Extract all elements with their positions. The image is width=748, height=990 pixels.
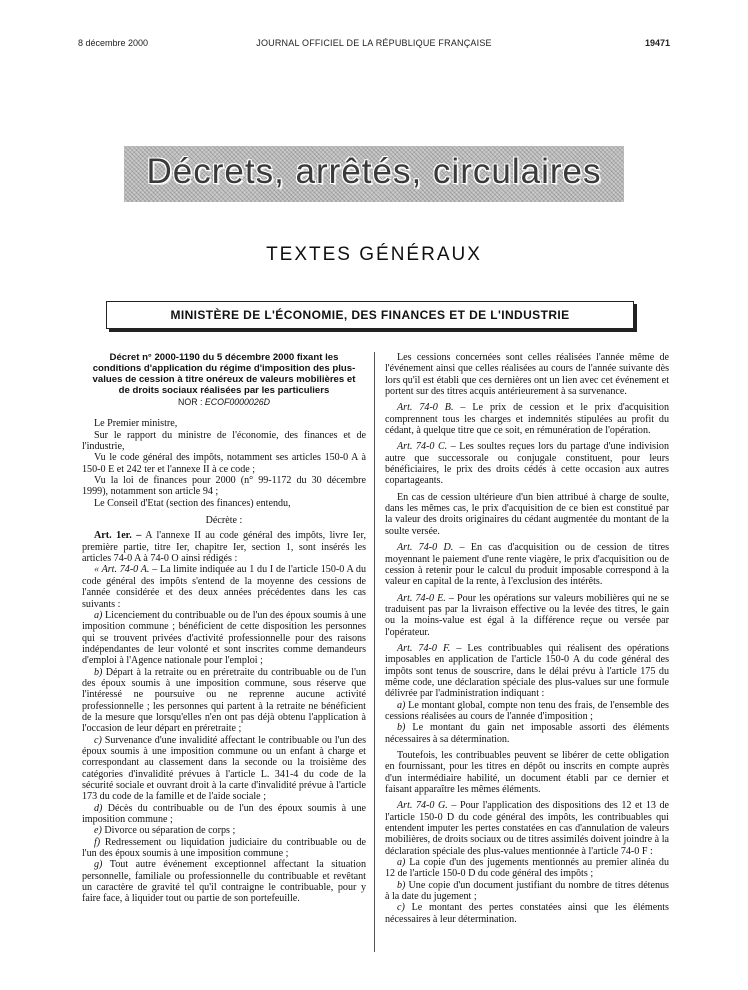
- list-item: [385, 857, 669, 880]
- article-74-0-g: [385, 800, 669, 857]
- decree-formula: Décrète :: [205, 515, 243, 527]
- list-item-label: e): [94, 825, 102, 837]
- article-text: Les soultes reçues lors du partage d'une indivision autre que successorale ou conjugale constituent, pour leurs bénéficiaires, le prix des droits cédés à cette occasion aux autres copartageants.: [385, 441, 669, 487]
- list-item-label: d): [94, 802, 103, 814]
- list-item-label: f): [94, 836, 101, 848]
- paragraph: En cas de cession ultérieure d'un bien attribué à charge de soulte, dans les mêmes cas, le prix d'acquisition de ce bien est constitué par la valeur des droits originaires du cédant augmentée du montant de la soulte versée.: [385, 491, 669, 537]
- article-text: En cas d'acquisition ou de cession de titres moyennant le paiement d'une rente viagère, le prix d'acquisition ou de cession à retenir pour le calcul du produit imposable correspond à la valeur en capital de la rente, à l'exclusion des intérêts.: [385, 542, 669, 588]
- list-item-label: a): [94, 609, 103, 621]
- header-date: 8 décembre 2000: [78, 38, 149, 48]
- right-column: [385, 352, 669, 925]
- section-banner: [124, 146, 624, 202]
- article-text: Pour l'application des dispositions des 12 et 13 de l'article 150-0 D du code général des impôts, les contribuables qui entendent imputer les pertes constatées en cas d'annulation de valeurs mobilières, de droits sociaux ou de titres assimilés doivent joindre à la déclaration spéciale des plus-values mentionnée à l'article 74-0 F :: [385, 800, 669, 857]
- list-item-label: g): [94, 859, 103, 871]
- list-item-text: Redressement ou liquidation judiciaire du contribuable ou de l'un des époux soumis à une imposition commune ;: [82, 836, 366, 860]
- list-item-label: a): [397, 857, 406, 869]
- nor-line: [82, 397, 366, 408]
- article-label: Art. 74-0 B. –: [397, 402, 466, 414]
- article-text: La limite indiquée au 1 du I de l'article 150-0 A du code général des impôts s'entend de la moyenne des cessions de l'année considérée et des deux années précédentes dans les cas suivants :: [82, 564, 366, 610]
- paragraph: Les cessions concernées sont celles réalisées l'année même de l'événement ainsi que celles réalisées au cours de l'année suivante dès lors qu'il est établi que ces dernières ont un lien avec cet événement et portent sur des titres acquis antérieurement à sa survenance.: [385, 352, 669, 398]
- list-item: [385, 722, 669, 745]
- article-74-0-c: [385, 441, 669, 486]
- list-item: [82, 825, 366, 836]
- list-item-text: Une copie d'un document justifiant du nombre de titres détenus à la date du jugement ;: [385, 879, 669, 903]
- article-text: Le prix de cession et le prix d'acquisition comprennent tous les charges et indemnités stipulées au profit du cédant, à quelque titre que ce soit, en rémunération de l'opération.: [385, 402, 669, 437]
- list-item: [82, 859, 366, 904]
- preamble-line: Vu la loi de finances pour 2000 (n° 99-1172 du 30 décembre 1999), notamment son article 94 ;: [82, 475, 366, 498]
- list-item-label: b): [397, 879, 406, 891]
- preamble-line: Vu le code général des impôts, notamment ses articles 150-0 A à 150-0 E et 242 ter et l'annexe II à ce code ;: [82, 452, 366, 475]
- list-item: [82, 837, 366, 860]
- preamble-line: Le Premier ministre,: [94, 418, 178, 430]
- list-item-text: Décès du contribuable ou de l'un des époux soumis à une imposition commune ;: [82, 802, 366, 826]
- article-74-0-e: [385, 593, 669, 638]
- article-1: [82, 530, 366, 564]
- nor-label: NOR :: [178, 397, 203, 407]
- list-item-label: a): [397, 699, 406, 711]
- list-item-text: Le montant du gain net imposable assorti des éléments nécessaires à sa détermination.: [385, 722, 670, 745]
- article-label: « Art. 74-0 A. –: [94, 564, 158, 576]
- page-header: [78, 38, 670, 52]
- list-item-text: Divorce ou séparation de corps ;: [104, 825, 236, 837]
- article-label: Art. 74-0 F. –: [397, 642, 462, 654]
- preamble-line: Le Conseil d'Etat (section des finances) entendu,: [94, 497, 291, 509]
- article-74-0-f: [385, 643, 669, 700]
- article-text: Pour les opérations sur valeurs mobilières qui ne se traduisent pas par la livraison effective ou la levée des titres, le gain ou la moins-value est égal à la différence reçue ou versée par l'opérateur.: [385, 592, 669, 638]
- list-item-text: Le montant global, compte non tenu des frais, de l'ensemble des cessions réalisées au cours de l'année d'imposition ;: [385, 699, 669, 722]
- list-item: [385, 700, 669, 723]
- article-74-0-d: [385, 542, 669, 587]
- article-label: Art. 74-0 G. –: [397, 800, 457, 812]
- column-divider: [374, 352, 375, 952]
- preamble-line: Sur le rapport du ministre de l'économie, des finances et de l'industrie,: [82, 429, 366, 453]
- list-item-label: c): [397, 902, 405, 914]
- nor-code: ECOF0000026D: [204, 397, 270, 407]
- list-item: [82, 803, 366, 826]
- list-item-label: c): [94, 734, 102, 746]
- list-item: [82, 610, 366, 667]
- list-item-text: La copie d'un des jugements mentionnés au premier alinéa du 12 de l'article 150-0 D du code général des impôts ;: [385, 857, 669, 880]
- article-text: A l'annexe II au code général des impôts, livre Ier, première partie, titre Ier, chapitre Ier, section 1, sont insérés les articles 74-0 A à 74-0 O ainsi rédigés :: [82, 530, 366, 565]
- list-item-label: b): [94, 666, 103, 678]
- list-item: [82, 667, 366, 735]
- list-item: [385, 902, 669, 925]
- article-label: Art. 74-0 C. –: [397, 441, 456, 453]
- section-title: TEXTES GÉNÉRAUX: [266, 244, 482, 265]
- list-item: [82, 735, 366, 803]
- list-item-text: Licenciement du contribuable ou de l'un des époux soumis à une imposition commune ; bénéficient de cette disposition les personnes qui se trouvent privées d'activité professionnelle pour des raisons indépendantes de leur volonté et sont inscrites comme demandeurs d'emploi à l'Agence nationale pour l'emploi ;: [82, 609, 366, 667]
- banner-title: Décrets, arrêtés, circulaires: [146, 152, 602, 191]
- list-item-text: Départ à la retraite ou en préretraite du contribuable ou de l'un des époux soumis à une imposition commune, sous réserve que l'intéressé ne poursuive ou ne reprenne aucune activité professionnelle ; les personnes qui partent à la retraite ne bénéficient de la mesure que lorsqu'elles n'en ont pas déjà obtenu l'application à l'occasion de leur départ en préretraite ;: [82, 666, 366, 735]
- list-item-text: Survenance d'une invalidité affectant le contribuable ou l'un des époux soumis à une imposition commune ou un enfant à charge et correspondant au classement dans la seconde ou la troisième des catégories d'invalidité prévues à l'article L. 341-4 du code de la sécurité sociale et ouvrant droit à la carte d'invalidité prévue à l'article 173 du code de la famille et de l'aide sociale ;: [82, 734, 366, 803]
- list-item-text: Tout autre événement exceptionnel affectant la situation personnelle, familiale ou professionnelle du contribuable et revêtant un caractère de gravité tel qu'il contraigne le contribuable, pour y faire face, à liquider tout ou partie de son portefeuille.: [82, 859, 366, 905]
- left-column: [82, 352, 366, 905]
- article-text: Les contribuables qui réalisent des opérations imposables en application de l'article 150-0 A du code général des impôts sont tenus de souscrire, dans le délai prévu à l'article 175 du même code, une déclaration spéciale des plus-values sur une formule délivrée par l'administration indiquant :: [385, 642, 669, 700]
- paragraph: Toutefois, les contribuables peuvent se libérer de cette obligation en fournissant, pour les titres en dépôt ou inscrits en compte auprès d'un intermédiaire habilité, un document établi par ce dernier et faisant apparaître les mêmes éléments.: [385, 750, 669, 796]
- decree-title: Décret n° 2000-1190 du 5 décembre 2000 fixant les conditions d'application du régime d'imposition des plus-values de cession à titre onéreux de valeurs mobilières et de droits sociaux réalisées par les particuliers: [92, 352, 356, 396]
- article-label: Art. 74-0 D. –: [397, 542, 465, 554]
- article-label: Art. 74-0 E. –: [397, 592, 454, 604]
- list-item: [385, 880, 669, 903]
- list-item-text: Le montant des pertes constatées ainsi que les éléments nécessaires à leur détermination.: [385, 902, 669, 925]
- article-74-0-b: [385, 402, 669, 436]
- article-74-0-a: [82, 564, 366, 609]
- header-page-number: 19471: [644, 38, 670, 48]
- ministry-box: MINISTÈRE DE L'ÉCONOMIE, DES FINANCES ET DE L'INDUSTRIE: [106, 301, 634, 329]
- list-item-label: b): [397, 722, 406, 734]
- article-label: Art. 1er. –: [94, 530, 142, 542]
- header-journal-title: JOURNAL OFFICIEL DE LA RÉPUBLIQUE FRANÇAISE: [256, 38, 492, 48]
